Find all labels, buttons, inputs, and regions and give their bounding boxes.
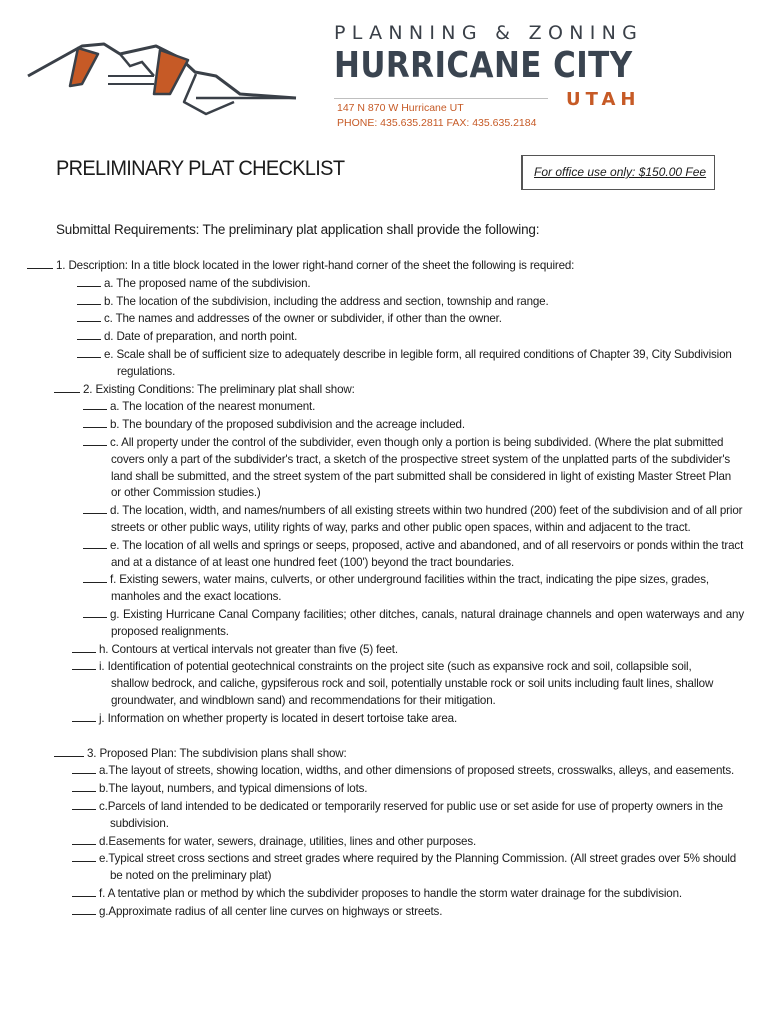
check-blank[interactable]: [72, 641, 96, 653]
checklist: [0, 257, 770, 920]
submittal-intro: Submittal Requirements: The preliminary plat application shall provide the following:: [56, 222, 540, 237]
check-blank[interactable]: [72, 833, 96, 845]
check-blank[interactable]: [77, 346, 101, 358]
checklist-item: b.The layout, numbers, and typical dimensions of lots.: [72, 780, 710, 798]
check-blank[interactable]: [83, 571, 107, 583]
check-blank[interactable]: [83, 398, 107, 410]
check-blank[interactable]: [72, 762, 96, 774]
checklist-item: d. Date of preparation, and north point.: [77, 328, 707, 346]
check-blank[interactable]: [72, 710, 96, 722]
checklist-item: b. The location of the subdivision, including the address and section, township and range.: [77, 293, 707, 311]
checklist-item: e.Typical street cross sections and street grades where required by the Planning Commission. (All street grades over 5% should be noted on the preliminary plat): [72, 850, 748, 885]
checklist-item: f. Existing sewers, water mains, culverts, or other underground facilities within the tract, indicating the pipe sizes, grades, manholes and the exact locations.: [83, 571, 744, 606]
check-blank[interactable]: [83, 537, 107, 549]
checklist-item: h. Contours at vertical intervals not greater than five (5) feet.: [72, 641, 692, 659]
check-blank[interactable]: [72, 780, 96, 792]
checklist-item: 2. Existing Conditions: The preliminary plat shall show:: [54, 381, 714, 399]
checklist-item: a.The layout of streets, showing location, widths, and other dimensions of proposed streets, crosswalks, alleys, and easements.: [72, 762, 748, 780]
check-blank[interactable]: [77, 328, 101, 340]
checklist-item: c. The names and addresses of the owner or subdivider, if other than the owner.: [77, 310, 707, 328]
check-blank[interactable]: [83, 416, 107, 428]
check-blank[interactable]: [77, 293, 101, 305]
checklist-item: a. The proposed name of the subdivision.: [77, 275, 707, 293]
check-blank[interactable]: [72, 798, 96, 810]
checklist-item: d. The location, width, and names/numbers of all existing streets within two hundred (200) feet of the subdivision and of all prior streets or other public ways, utility rights of way, parks and other public open spaces, within and adjacent to the tract.: [83, 502, 744, 537]
check-blank[interactable]: [77, 310, 101, 322]
checklist-item: i. Identification of potential geotechnical constraints on the project site (such as expansive rock and soil, collapsible soil, shallow bedrock, and caliche, gypsiferous rock and soil, potentially unstable rock or soil units including fault lines, shallow groundwater, and windblown sand) and recommendations for their mitigation.: [72, 658, 731, 709]
check-blank[interactable]: [77, 275, 101, 287]
check-blank[interactable]: [54, 381, 80, 393]
check-blank[interactable]: [27, 257, 53, 269]
mountain-logo-icon: [20, 32, 320, 122]
checklist-item: b. The boundary of the proposed subdivision and the acreage included.: [83, 416, 713, 434]
checklist-item: c. All property under the control of the subdivider, even though only a portion is being subdivided. (Where the plat submitted covers only a part of the subdivider's tract, a sketch of the prospective street system of the unplatted parts of the subdivider's land shall be submitted, and the street system of the part submitted shall be considered in light of existing Master Street Plan or other Commission studies.): [83, 434, 744, 502]
check-blank[interactable]: [83, 606, 107, 618]
check-blank[interactable]: [72, 885, 96, 897]
office-fee-box: For office use only: $150.00 Fee: [521, 155, 715, 190]
contact-block: [337, 101, 536, 131]
brand-name: HURRICANE CITY: [334, 45, 633, 86]
check-blank[interactable]: [72, 903, 96, 915]
check-blank[interactable]: [83, 434, 107, 446]
checklist-item: 3. Proposed Plan: The subdivision plans shall show:: [54, 745, 714, 763]
page-title: PRELIMINARY PLAT CHECKLIST: [56, 157, 345, 180]
brand-state: UTAH: [566, 89, 641, 110]
check-blank[interactable]: [72, 658, 96, 670]
address-text: 147 N 870 W Hurricane UT: [337, 102, 464, 114]
checklist-item: a. The location of the nearest monument.: [83, 398, 713, 416]
checklist-item: 1. Description: In a title block located in the lower right-hand corner of the sheet the following is required:: [27, 257, 707, 275]
checklist-item: f. A tentative plan or method by which the subdivider proposes to handle the storm water drainage for the subdivision.: [72, 885, 748, 903]
checklist-item: e. Scale shall be of sufficient size to adequately describe in legible form, all required conditions of Chapter 39, City Subdivision regulations.: [77, 346, 747, 381]
checklist-item: j. Information on whether property is located in desert tortoise take area.: [72, 710, 692, 728]
check-blank[interactable]: [72, 850, 96, 862]
phone-fax-text: PHONE: 435.635.2811 FAX: 435.635.2184: [337, 117, 537, 129]
check-blank[interactable]: [54, 745, 84, 757]
checklist-item: g.Approximate radius of all center line curves on highways or streets.: [72, 903, 710, 921]
checklist-item: e. The location of all wells and springs or seeps, proposed, active and abandoned, and of all reservoirs or ponds within the tract and at a distance of at least one hundred feet (100') beyond the tract boundaries.: [83, 537, 744, 572]
checklist-item: c.Parcels of land intended to be dedicated or temporarily reserved for public use or set aside for use of property owners in the subdivision.: [72, 798, 748, 833]
checklist-item: g. Existing Hurricane Canal Company facilities; other ditches, canals, natural drainage channels and open waterways and any proposed realignments.: [83, 606, 744, 641]
brand-subtitle: PLANNING & ZONING: [334, 22, 644, 44]
brand-divider: [334, 98, 548, 99]
checklist-item: d.Easements for water, sewers, drainage, utilities, lines and other purposes.: [72, 833, 710, 851]
check-blank[interactable]: [83, 502, 107, 514]
